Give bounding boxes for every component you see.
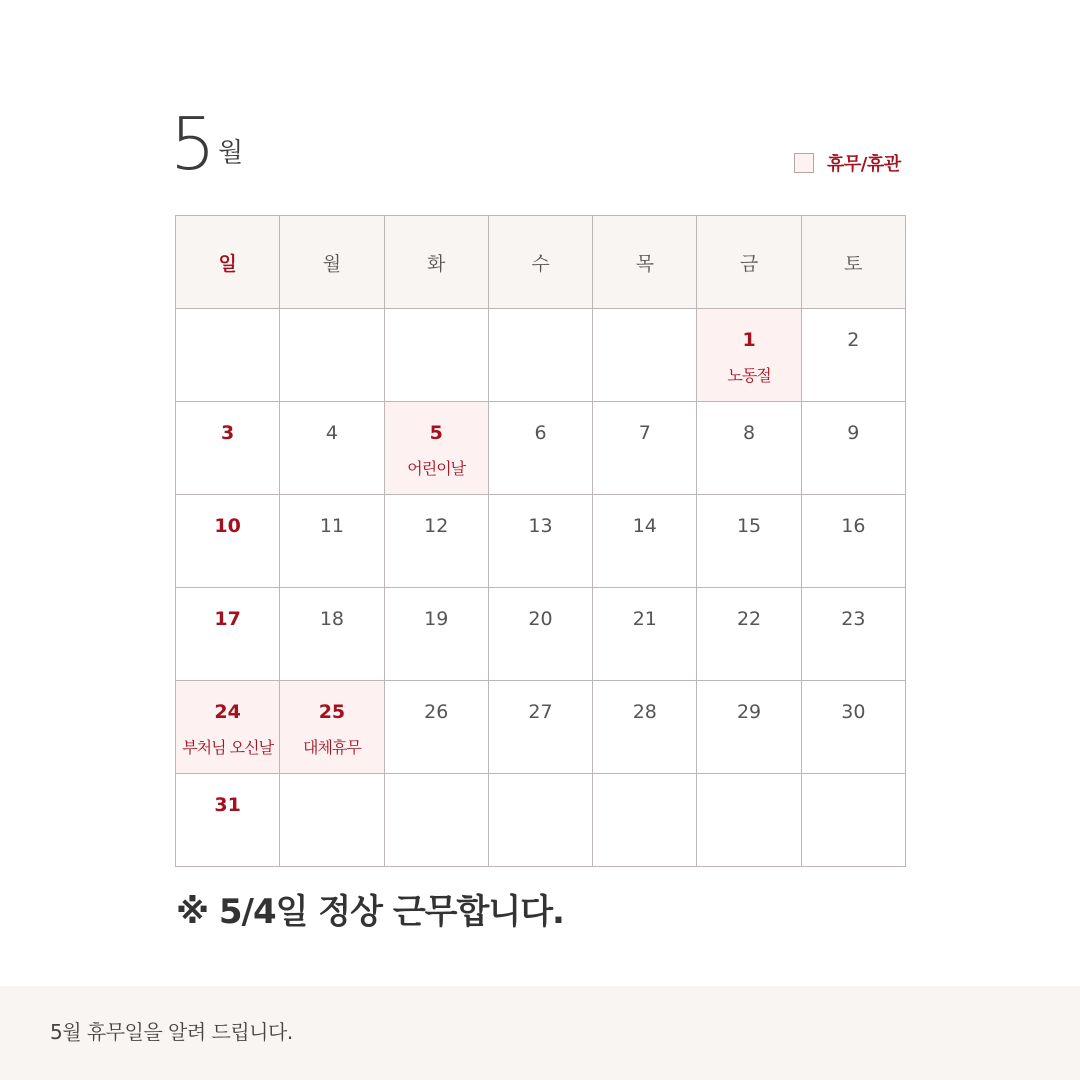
month-number: 5 — [170, 102, 216, 186]
day-cell-11 — [280, 495, 384, 588]
day-number: 16 — [841, 515, 866, 537]
legend-label: 휴무/휴관 — [827, 154, 901, 175]
day-cell-empty — [280, 774, 384, 867]
day-cell-7 — [593, 402, 697, 495]
day-number: 24 — [214, 701, 241, 723]
day-number: 18 — [319, 608, 345, 630]
day-number: 4 — [325, 422, 338, 444]
day-number: 5 — [429, 422, 443, 444]
day-cell-14 — [593, 495, 697, 588]
weekday-header-thu: 목 — [593, 216, 697, 309]
day-cell-3 — [176, 402, 280, 495]
legend-swatch — [794, 153, 814, 173]
day-number: 1 — [742, 329, 756, 351]
day-number: 29 — [736, 701, 762, 723]
day-cell-29 — [697, 681, 801, 774]
day-number: 2 — [847, 329, 860, 351]
day-cell-5 — [385, 402, 489, 495]
calendar-grid — [175, 215, 906, 867]
day-cell-empty — [593, 309, 697, 402]
legend — [794, 150, 901, 176]
day-cell-26 — [385, 681, 489, 774]
day-number: 21 — [632, 608, 657, 630]
day-cell-21 — [593, 588, 697, 681]
day-cell-empty — [280, 309, 384, 402]
day-number: 12 — [424, 515, 449, 537]
work-notice: ※ 5/4일 정상 근무합니다. — [176, 892, 564, 932]
day-number: 14 — [632, 515, 657, 537]
holiday-label: 노동절 — [727, 366, 771, 385]
day-number: 30 — [841, 701, 866, 723]
day-number: 31 — [214, 794, 241, 816]
day-number: 7 — [638, 422, 651, 444]
day-cell-28 — [593, 681, 697, 774]
weekday-header-fri: 금 — [697, 216, 801, 309]
day-cell-1 — [697, 309, 801, 402]
day-number: 3 — [221, 422, 235, 444]
holiday-label: 어린이날 — [407, 459, 466, 478]
day-cell-2 — [802, 309, 906, 402]
holiday-label: 대체휴무 — [303, 738, 361, 757]
day-cell-15 — [697, 495, 801, 588]
day-cell-30 — [802, 681, 906, 774]
day-number: 23 — [841, 608, 866, 630]
day-cell-31 — [176, 774, 280, 867]
day-number: 6 — [534, 422, 547, 444]
day-number: 11 — [319, 515, 345, 537]
day-cell-17 — [176, 588, 280, 681]
day-cell-10 — [176, 495, 280, 588]
day-cell-23 — [802, 588, 906, 681]
day-cell-6 — [489, 402, 593, 495]
day-number: 10 — [214, 515, 241, 537]
day-cell-24 — [176, 681, 280, 774]
day-cell-empty — [489, 774, 593, 867]
weekday-header-wed: 수 — [489, 216, 593, 309]
weekday-header-sun: 일 — [176, 216, 280, 309]
day-cell-12 — [385, 495, 489, 588]
day-cell-19 — [385, 588, 489, 681]
month-label: 월 — [218, 138, 244, 168]
day-cell-27 — [489, 681, 593, 774]
day-cell-22 — [697, 588, 801, 681]
day-number: 8 — [743, 422, 756, 444]
day-cell-25 — [280, 681, 384, 774]
day-cell-empty — [593, 774, 697, 867]
day-cell-20 — [489, 588, 593, 681]
weekday-header-mon: 월 — [280, 216, 384, 309]
holiday-label: 부처님 오신날 — [182, 738, 274, 757]
weekday-header-tue: 화 — [385, 216, 489, 309]
day-number: 17 — [214, 608, 241, 630]
day-cell-4 — [280, 402, 384, 495]
day-cell-13 — [489, 495, 593, 588]
footer-bar — [0, 986, 1080, 1080]
weekday-header-sat: 토 — [802, 216, 906, 309]
day-number: 22 — [736, 608, 762, 630]
day-number: 26 — [424, 701, 449, 723]
day-number: 28 — [632, 701, 657, 723]
day-cell-empty — [385, 774, 489, 867]
day-cell-8 — [697, 402, 801, 495]
day-number: 15 — [736, 515, 762, 537]
day-cell-empty — [697, 774, 801, 867]
day-cell-empty — [489, 309, 593, 402]
day-cell-empty — [176, 309, 280, 402]
day-cell-9 — [802, 402, 906, 495]
day-number: 25 — [318, 701, 346, 723]
day-number: 13 — [528, 515, 553, 537]
day-number: 27 — [528, 701, 553, 723]
day-cell-empty — [385, 309, 489, 402]
day-cell-empty — [802, 774, 906, 867]
day-cell-16 — [802, 495, 906, 588]
day-number: 9 — [847, 422, 860, 444]
footer-text: 5월 휴무일을 알려 드립니다. — [50, 1020, 293, 1044]
day-number: 20 — [528, 608, 553, 630]
day-number: 19 — [424, 608, 449, 630]
day-cell-18 — [280, 588, 384, 681]
